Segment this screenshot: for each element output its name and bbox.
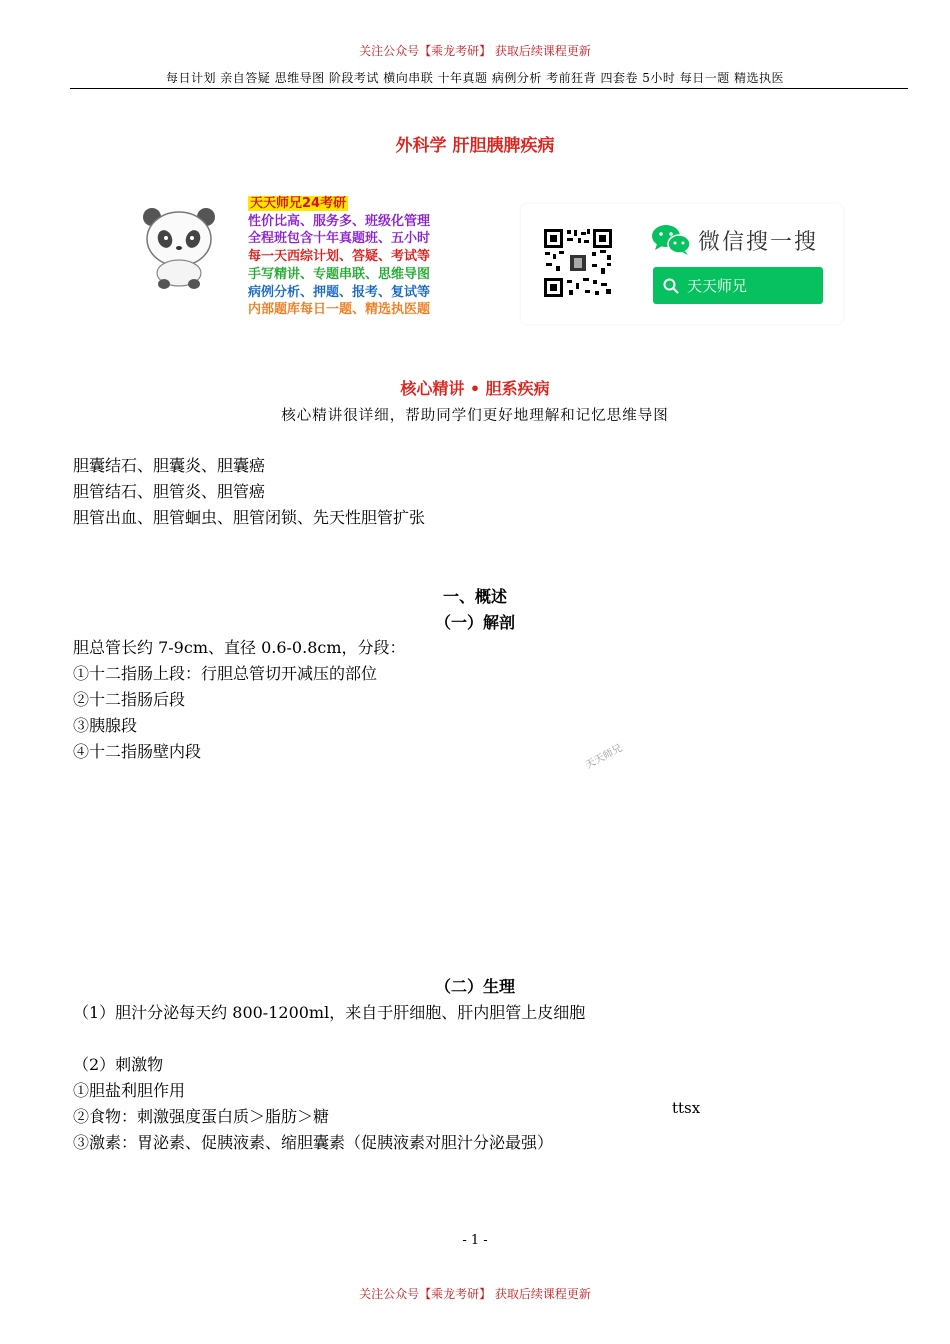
promo-headline: 天天师兄24考研 (250, 196, 347, 211)
physiology-paragraph: （1）胆汁分泌每天约 800-1200ml，来自于肝细胞、肝内胆管上皮细胞 (73, 1003, 586, 1022)
anatomy-line: ①十二指肠上段：行胆总管切开减压的部位 (73, 664, 378, 683)
physiology-heading: （二）生理 (434, 977, 515, 996)
anatomy-line: ④十二指肠壁内段 (73, 742, 202, 761)
wechat-search-label: 微信搜一搜 (698, 230, 819, 255)
search-icon (663, 278, 679, 294)
side-note: ttsx (672, 1099, 701, 1117)
stimulus-line: ①胆盐利胆作用 (73, 1081, 186, 1100)
top-notice: 关注公众号【乘龙考研】 获取后续课程更新 (359, 44, 591, 58)
wechat-logo-icon (651, 223, 691, 255)
search-term: 天天师兄 (687, 277, 748, 295)
promo-line: 性价比高、服务多、班级化管理 (248, 213, 431, 229)
panda-mascot-icon (138, 205, 220, 289)
anatomy-line: 胆总管长约 7-9cm、直径 0.6-0.8cm，分段： (73, 638, 406, 657)
header-divider (70, 88, 908, 89)
wechat-search-box[interactable] (653, 267, 823, 304)
disease-line: 胆管结石、胆管炎、胆管癌 (73, 482, 266, 501)
anatomy-line: ③胰腺段 (73, 716, 138, 735)
disease-line: 胆囊结石、胆囊炎、胆囊癌 (73, 456, 266, 475)
section-title: 核心精讲 • 胆系疾病 (400, 379, 550, 398)
stimulus-line: ②食物：刺激强度蛋白质＞脂肪＞糖 (73, 1107, 330, 1126)
qr-code-icon (543, 228, 613, 298)
stimulus-line: ③激素：胃泌素、促胰液素、缩胆囊素（促胰液素对胆汁分泌最强） (73, 1133, 554, 1152)
feature-nav-line: 每日计划 亲自答疑 思维导图 阶段考试 横向串联 十年真题 病例分析 考前狂背 四套卷 5小时 每日一题 精选执医 (165, 71, 785, 85)
watermark: 天天师兄 (583, 742, 625, 772)
promo-line: 手写精讲、专题串联、思维导图 (248, 266, 431, 282)
page-number: - 1 - (462, 1233, 488, 1248)
anatomy-heading: （一）解剖 (434, 613, 515, 632)
bottom-notice: 关注公众号【乘龙考研】 获取后续课程更新 (359, 1287, 591, 1301)
section-subtitle: 核心精讲很详细，帮助同学们更好地理解和记忆思维导图 (281, 408, 669, 424)
document-title: 外科学 肝胆胰脾疾病 (395, 136, 555, 156)
anatomy-line: ②十二指肠后段 (73, 690, 186, 709)
stimulus-line: （2）刺激物 (73, 1055, 164, 1074)
promo-line: 每一天西综计划、答疑、考试等 (248, 249, 431, 265)
overview-heading: 一、概述 (442, 587, 507, 606)
promo-text-block (248, 195, 468, 319)
disease-line: 胆管出血、胆管蛔虫、胆管闭锁、先天性胆管扩张 (73, 508, 426, 527)
promo-line: 病例分析、押题、报考、复试等 (248, 284, 431, 300)
promo-line: 内部题库每日一题、精选执医题 (248, 302, 431, 318)
promo-line: 全程班包含十年真题班、五小时 (248, 231, 431, 247)
